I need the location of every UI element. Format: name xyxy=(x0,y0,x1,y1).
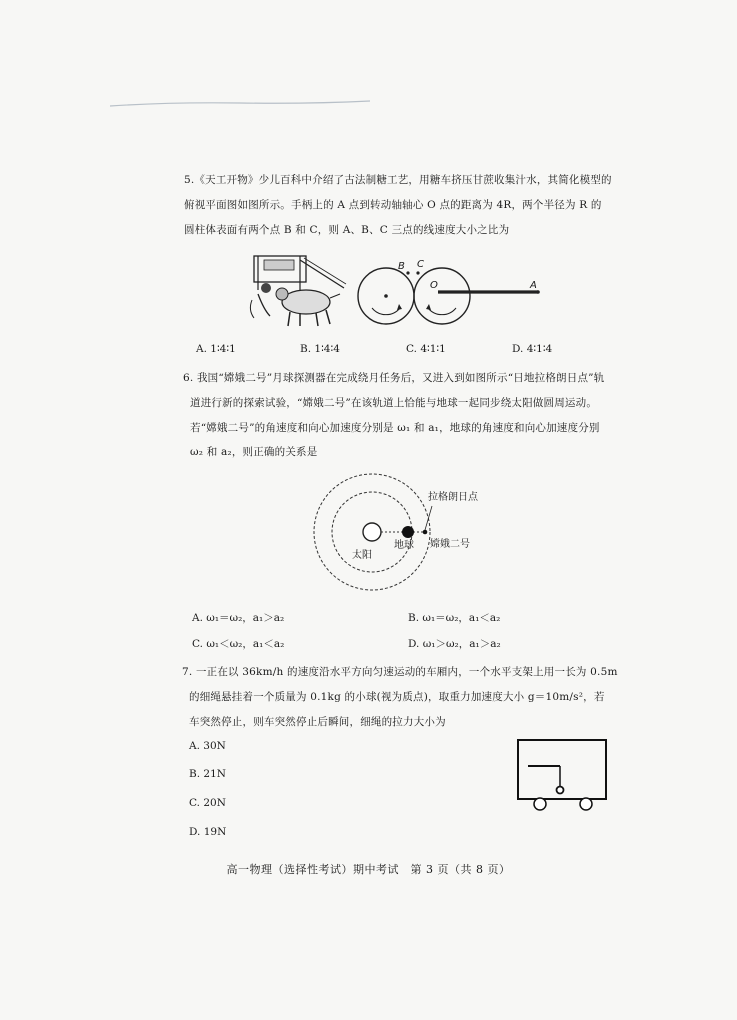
q6-line-2: 道进行新的探索试验，“嫦娥二号”在该轨道上恰能与地球一起同步绕太阳做圆周运动。 xyxy=(190,397,598,409)
q6-line-4: ω₂ 和 a₂，则正确的关系是 xyxy=(190,446,318,458)
q6-option-d[interactable]: D. ω₁＞ω₂，a₁＞a₂ xyxy=(408,638,501,650)
q6-option-a[interactable]: A. ω₁＝ω₂，a₁＞a₂ xyxy=(192,612,285,624)
sun-label: 太阳 xyxy=(352,550,372,561)
q5-option-d[interactable]: D. 4∶1∶4 xyxy=(512,343,553,355)
lagrange-point-label: 拉格朗日点 xyxy=(428,492,478,503)
q7-option-d[interactable]: D. 19N xyxy=(189,826,227,838)
q5-line-3: 圆柱体表面有两个点 B 和 C，则 A、B、C 三点的线速度大小之比为 xyxy=(184,224,510,236)
q5-option-c[interactable]: C. 4∶1∶1 xyxy=(406,343,446,355)
q7-line-1: 7. 一正在以 36km/h 的速度沿水平方向匀速运动的车厢内，一个水平支架上用一长为 0.5m xyxy=(182,666,618,678)
sun xyxy=(363,523,381,541)
earth-label: 地球 xyxy=(394,540,414,551)
q5-option-b[interactable]: B. 1∶4∶4 xyxy=(300,343,340,355)
q7-line-3: 车突然停止，则车突然停止后瞬间，细绳的拉力大小为 xyxy=(189,716,446,728)
sugar-press-illustration xyxy=(244,250,350,330)
scan-smudge xyxy=(110,100,370,108)
point-o-label: O xyxy=(430,280,438,291)
q7-option-a[interactable]: A. 30N xyxy=(189,740,226,752)
q5-option-a[interactable]: A. 1∶4∶1 xyxy=(196,343,236,355)
q6-line-1: 6. 我国“嫦娥二号”月球探测器在完成绕月任务后，又进入到如图所示“日地拉格朗日点”轨 xyxy=(183,372,605,384)
q6-option-b[interactable]: B. ω₁＝ω₂，a₁＜a₂ xyxy=(408,612,501,624)
q5-line-2: 俯视平面图如图所示。手柄上的 A 点到转动轴轴心 O 点的距离为 4R，两个半径为 R 的 xyxy=(184,199,602,211)
q7-option-b[interactable]: B. 21N xyxy=(189,768,226,780)
train-car-diagram xyxy=(516,738,610,812)
probe xyxy=(423,530,428,535)
right-wheel xyxy=(580,798,592,810)
q7-line-2: 的细绳悬挂着一个质量为 0.1kg 的小球(视为质点)，取重力加速度大小 g＝10m/s²，若 xyxy=(189,691,605,703)
right-roller xyxy=(414,268,470,324)
lagrange-orbit-diagram xyxy=(310,470,440,600)
q6-option-c[interactable]: C. ω₁＜ω₂，a₁＜a₂ xyxy=(192,638,285,650)
ball xyxy=(557,787,564,794)
point-b-label: B xyxy=(398,261,405,272)
point-c-label: C xyxy=(417,259,424,270)
q7-option-c[interactable]: C. 20N xyxy=(189,797,226,809)
probe-label: 嫦娥二号 xyxy=(430,539,470,550)
page-footer: 高一物理（选择性考试）期中考试 第 3 页（共 8 页） xyxy=(226,863,511,876)
point-a-label: A xyxy=(530,280,537,291)
rollers-diagram xyxy=(352,256,552,338)
left-wheel xyxy=(534,798,546,810)
q5-line-1: 5.《天工开物》少儿百科中介绍了古法制糖工艺，用糖车挤压甘蔗收集汁水，其简化模型的 xyxy=(184,174,612,186)
q6-line-3: 若“嫦娥二号”的角速度和向心加速度分别是 ω₁ 和 a₁，地球的角速度和向心加速度分别 xyxy=(190,422,600,434)
